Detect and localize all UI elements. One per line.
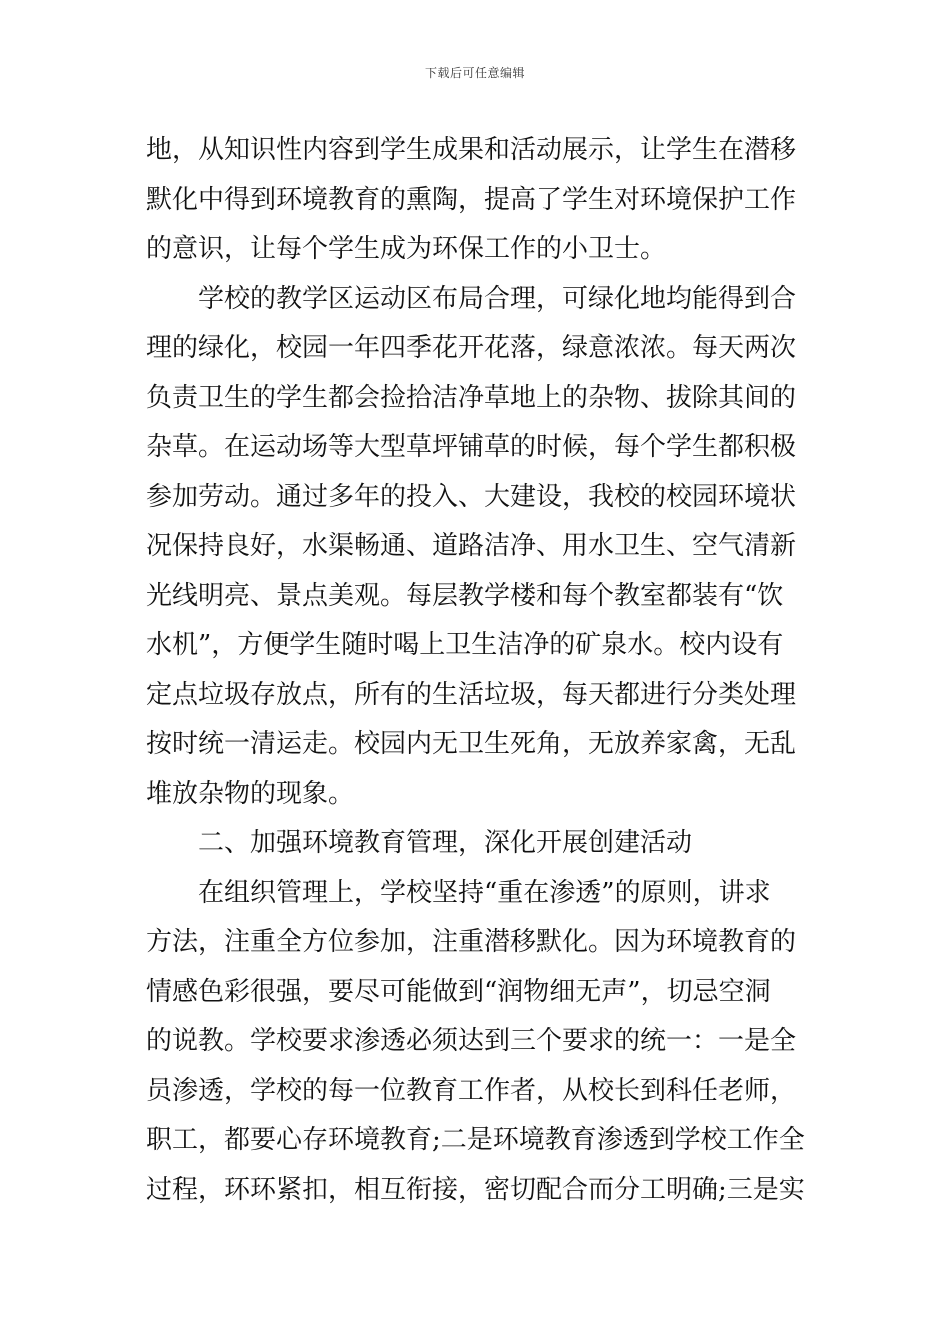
- text-line: 过程，环环紧扣，相互衔接，密切配合而分工明确;三是实: [146, 1174, 805, 1205]
- text-line: 的意识，让每个学生成为环保工作的小卫士。: [146, 234, 667, 264]
- text-line: 参加劳动。通过多年的投入、大建设，我校的校园环境状: [146, 481, 797, 512]
- page-header: 下载后可任意编辑: [424, 66, 525, 80]
- text-line: 负责卫生的学生都会捡拾洁净草地上的杂物、拔除其间的: [146, 382, 797, 413]
- text-line: 在组织管理上，学校坚持“重在渗透”的原则，讲求: [198, 877, 771, 908]
- text-line: 二、加强环境教育管理，深化开展创建活动: [198, 828, 693, 858]
- text-line: 的说教。学校要求渗透必须达到三个要求的统一：一是全: [146, 1026, 797, 1056]
- text-line: 职工，都要心存环境教育;二是环境教育渗透到学校工作全: [146, 1125, 805, 1155]
- text-line: 情感色彩很强，要尽可能做到“润物细无声”，切忌空洞: [146, 976, 771, 1007]
- text-line: 水机”，方便学生随时喝上卫生洁净的矿泉水。校内设有: [146, 630, 784, 660]
- text-line: 按时统一清运走。校园内无卫生死角，无放养家禽，无乱: [146, 729, 797, 759]
- paragraph: [146, 126, 808, 275]
- paragraph: [146, 275, 808, 820]
- text-line: 定点垃圾存放点，所有的生活垃圾，每天都进行分类处理: [146, 679, 797, 710]
- text-line: 杂草。在运动场等大型草坪铺草的时候，每个学生都积极: [146, 432, 797, 462]
- paragraph: [146, 869, 808, 1216]
- text-line: 堆放杂物的现象。: [146, 778, 355, 809]
- text-line: 方法，注重全方位参加，注重潜移默化。因为环境教育的: [146, 927, 797, 957]
- text-line: 理的绿化，校园一年四季花开花落，绿意浓浓。每天两次: [146, 333, 797, 363]
- text-line: 员渗透，学校的每一位教育工作者，从校长到科任老师，: [146, 1075, 797, 1106]
- document-body: [146, 126, 808, 1215]
- text-line: 地，从知识性内容到学生成果和活动展示，让学生在潜移: [146, 135, 797, 165]
- text-line: 学校的教学区运动区布局合理，可绿化地均能得到合: [198, 283, 797, 314]
- paragraph: [146, 819, 808, 869]
- text-line: 默化中得到环境教育的熏陶，提高了学生对环境保护工作: [146, 184, 797, 215]
- text-line: 况保持良好，水渠畅通、道路洁净、用水卫生、空气清新: [146, 531, 797, 561]
- text-line: 光线明亮、景点美观。每层教学楼和每个教室都装有“饮: [146, 580, 784, 611]
